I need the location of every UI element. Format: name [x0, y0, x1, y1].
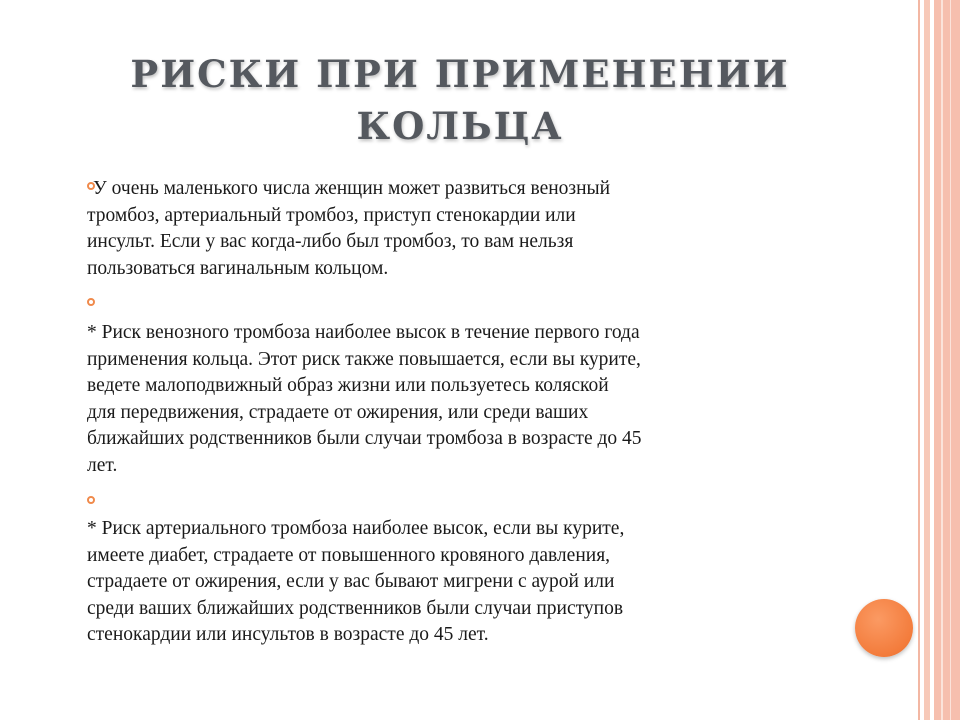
bullet-icon — [87, 496, 95, 504]
text-line: * Риск венозного тромбоза наиболее высок в течение первого года — [87, 322, 640, 343]
bullet-text-2 — [87, 320, 847, 480]
text-line: * Риск артериального тромбоза наиболее высок, если вы курите, — [87, 518, 625, 539]
decorative-stripe — [934, 0, 960, 720]
text-line: ведете малоподвижный образ жизни или пользуетесь коляской — [87, 375, 609, 397]
bullet-text-3 — [87, 516, 847, 649]
title-line-2: КОЛЬЦА — [356, 104, 564, 148]
decorative-stripe — [924, 0, 930, 720]
text-line: стенокардии или инсультов в возрасте до 45 лет. — [87, 624, 489, 646]
text-line: лет. — [87, 454, 118, 476]
decorative-stripe — [941, 0, 943, 720]
text-line: применения кольца. Этот риск также повышается, если вы курите, — [87, 348, 641, 370]
text-line: У очень маленького числа женщин может развиться венозный — [93, 178, 611, 199]
text-line: инсульт. Если у вас когда-либо был тромбоз, то вам нельзя — [87, 231, 574, 253]
title-line-1: РИСКИ ПРИ ПРИМЕНЕНИИ — [130, 52, 790, 96]
bullet-text-1 — [87, 176, 847, 282]
slide-title — [80, 48, 840, 152]
text-line: для передвижения, страдаете от ожирения, или среди ваших — [87, 401, 589, 423]
text-line: тромбоз, артериальный тромбоз, приступ стенокардии или — [87, 204, 576, 226]
decorative-stripe — [950, 0, 951, 720]
text-line: пользоваться вагинальным кольцом. — [87, 257, 389, 279]
bullet-icon — [87, 298, 95, 306]
text-line: среди ваших ближайших родственников были случаи приступов — [87, 597, 624, 619]
text-line: ближайших родственников были случаи тромбоза в возрасте до 45 — [87, 428, 642, 450]
decorative-stripe — [918, 0, 920, 720]
text-line: имеете диабет, страдаете от повышенного кровяного давления, — [87, 544, 611, 566]
text-line: страдаете от ожирения, если у вас бывают мигрени с аурой или — [87, 571, 615, 593]
decorative-circle — [855, 599, 913, 657]
